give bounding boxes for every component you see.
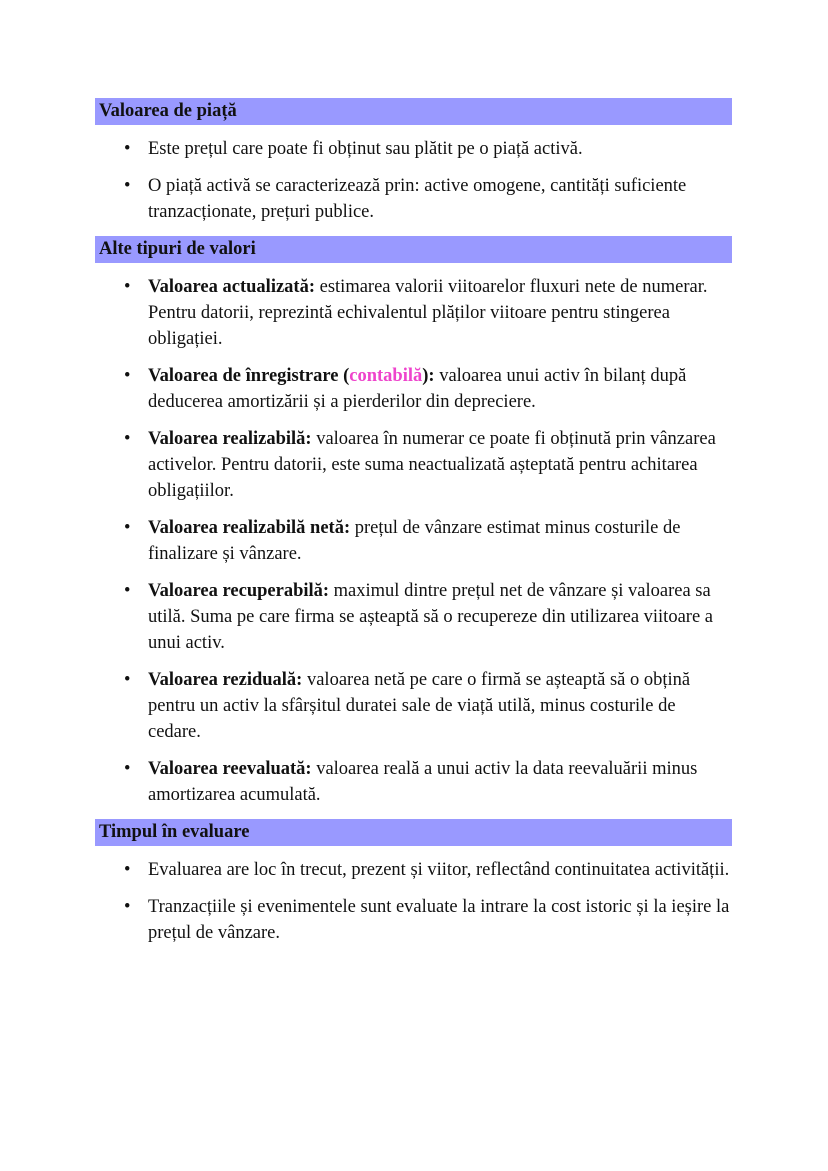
- item-text: Este prețul care poate fi obținut sau plătit pe o piață activă.: [148, 139, 583, 159]
- bullet-icon: •: [124, 176, 131, 196]
- bullet-icon: •: [124, 139, 131, 159]
- list-item: [95, 578, 732, 656]
- item-highlight: contabilă: [349, 366, 423, 386]
- bullet-icon: •: [124, 759, 131, 779]
- list-item: [95, 756, 732, 808]
- item-term: Valoarea actualizată:: [148, 277, 315, 297]
- item-term: Valoarea realizabilă netă:: [148, 518, 351, 538]
- item-text: valoarea netă pe care o firmă se așteaptă să o obțină pentru un activ la sfârșitul duratei sale de viață utilă, minus costurile de cedare.: [148, 670, 691, 742]
- section-other-values: [95, 236, 732, 819]
- item-text: Tranzacțiile și evenimentele sunt evaluate la intrare la cost istoric și la ieșire la prețul de vânzare.: [148, 897, 730, 943]
- item-text: prețul de vânzare estimat minus costurile de finalizare și vânzare.: [148, 518, 681, 564]
- section-time-in-valuation: [95, 819, 732, 957]
- bullet-icon: •: [124, 429, 131, 449]
- section-heading: Timpul în evaluare: [95, 819, 732, 846]
- list-item: [95, 173, 732, 225]
- list-item: [95, 274, 732, 352]
- item-term-end: ):: [422, 366, 435, 386]
- item-text: O piață activă se caracterizează prin: active omogene, cantități suficiente tranzacționate, prețuri publice.: [148, 176, 687, 222]
- section-heading: Valoarea de piață: [95, 98, 732, 125]
- list-item: [95, 426, 732, 504]
- bullet-icon: •: [124, 366, 131, 386]
- document: [95, 98, 732, 957]
- bullet-list: [95, 846, 732, 957]
- list-item: [95, 515, 732, 567]
- bullet-icon: •: [124, 518, 131, 538]
- list-item: [95, 667, 732, 745]
- item-term: Valoarea realizabilă:: [148, 429, 312, 449]
- bullet-list: [95, 263, 732, 819]
- section-market-value: [95, 98, 732, 236]
- item-term: Valoarea reziduală:: [148, 670, 303, 690]
- bullet-icon: •: [124, 277, 131, 297]
- bullet-icon: •: [124, 860, 131, 880]
- item-text: estimarea valorii viitoarelor fluxuri nete de numerar. Pentru datorii, reprezintă echivalentul plăților viitoare pentru stingerea obligației.: [148, 277, 708, 349]
- item-text: valoarea reală a unui activ la data reevaluării minus amortizarea acumulată.: [148, 759, 698, 805]
- bullet-icon: •: [124, 581, 131, 601]
- section-heading: Alte tipuri de valori: [95, 236, 732, 263]
- bullet-icon: •: [124, 670, 131, 690]
- bullet-icon: •: [124, 897, 131, 917]
- item-text: valoarea în numerar ce poate fi obținută prin vânzarea activelor. Pentru datorii, este suma neactualizată așteptată pentru achitarea obligațiilor.: [148, 429, 716, 501]
- list-item: [95, 363, 732, 415]
- list-item: [95, 894, 732, 946]
- item-text: valoarea unui activ în bilanț după deducerea amortizării și a pierderilor din depreciere.: [148, 366, 687, 412]
- list-item: [95, 136, 732, 162]
- item-term: Valoarea recuperabilă:: [148, 581, 330, 601]
- item-text: maximul dintre prețul net de vânzare și valoarea sa utilă. Suma pe care firma se așteaptă să o recupereze din utilizarea viitoare a unui activ.: [148, 581, 713, 653]
- item-term: Valoarea de înregistrare (: [148, 366, 350, 386]
- bullet-list: [95, 125, 732, 236]
- item-text: Evaluarea are loc în trecut, prezent și viitor, reflectând continuitatea activității.: [148, 860, 730, 880]
- list-item: [95, 857, 732, 883]
- item-term: Valoarea reevaluată:: [148, 759, 312, 779]
